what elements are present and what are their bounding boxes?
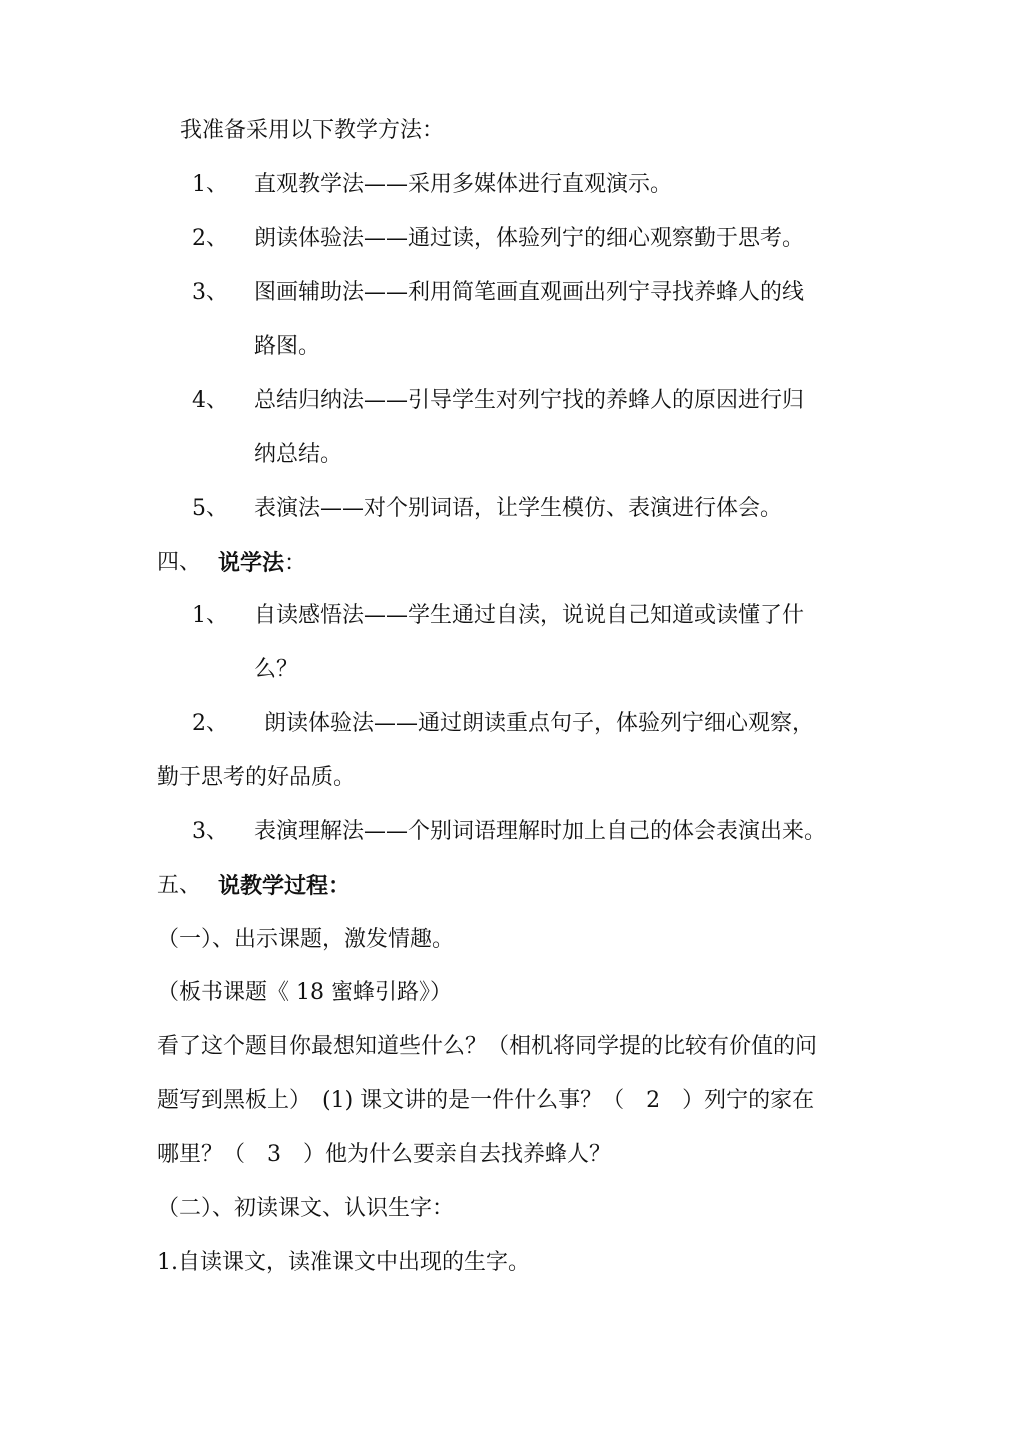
process-blackboard: （板书课题《 18 蜜蜂引路》） xyxy=(157,980,452,1005)
method-4-number: 4、 xyxy=(192,388,228,413)
study-3-text: 表演理解法——个别词语理解时加上自己的体会表演出来。 xyxy=(254,819,827,844)
method-3-text-cont: 路图。 xyxy=(254,334,321,359)
study-1-number: 1、 xyxy=(192,603,228,628)
study-3-number: 3、 xyxy=(192,819,228,844)
process-question-line-2: 题写到黑板上） (1) 课文讲的是一件什么事？（ 2 ）列宁的家在 xyxy=(157,1088,815,1113)
process-step-2-item-1: 1.自读课文，读准课文中出现的生字。 xyxy=(157,1250,530,1275)
process-step-1: （一）、出示课题，激发情趣。 xyxy=(157,927,455,952)
process-question-line-3: 哪里？（ 3 ）他为什么要亲自去找养蜂人？ xyxy=(157,1142,611,1167)
method-3-text: 图画辅助法——利用简笔画直观画出列宁寻找养蜂人的线 xyxy=(254,280,805,305)
section4-number: 四、 xyxy=(157,550,202,575)
method-1-number: 1、 xyxy=(192,172,228,197)
method-2-number: 2、 xyxy=(192,226,228,251)
study-2-number: 2、 xyxy=(192,711,228,736)
method-5-text: 表演法——对个别词语，让学生模仿、表演进行体会。 xyxy=(254,496,783,521)
study-2-text: 朗读体验法——通过朗读重点句子，体验列宁细心观察， xyxy=(264,711,815,736)
methods-intro: 我准备采用以下教学方法： xyxy=(180,118,445,143)
section4-title: 说学法 xyxy=(218,550,285,576)
section4-heading xyxy=(218,548,306,579)
method-3-number: 3、 xyxy=(192,280,228,305)
method-5-number: 5、 xyxy=(192,496,228,521)
method-2-text: 朗读体验法——通过读，体验列宁的细心观察勤于思考。 xyxy=(254,226,805,251)
section5-number: 五、 xyxy=(157,873,202,898)
process-step-2: （二）、初读课文、认识生字： xyxy=(157,1196,455,1221)
study-2-text-cont: 勤于思考的好品质。 xyxy=(157,765,356,790)
method-4-text-cont: 纳总结。 xyxy=(254,442,343,467)
process-question-line-1: 看了这个题目你最想知道些什么？（相机将同学提的比较有价值的问 xyxy=(157,1034,818,1059)
study-1-text: 自读感悟法——学生通过自渎，说说自己知道或读懂了什 xyxy=(254,603,805,628)
method-1-text: 直观教学法——采用多媒体进行直观演示。 xyxy=(254,172,673,197)
section4-colon: ： xyxy=(284,551,307,576)
section5-title: 说教学过程： xyxy=(218,873,351,899)
study-1-text-cont: 么？ xyxy=(254,657,299,682)
method-4-text: 总结归纳法——引导学生对列宁找的养蜂人的原因进行归 xyxy=(254,388,805,413)
